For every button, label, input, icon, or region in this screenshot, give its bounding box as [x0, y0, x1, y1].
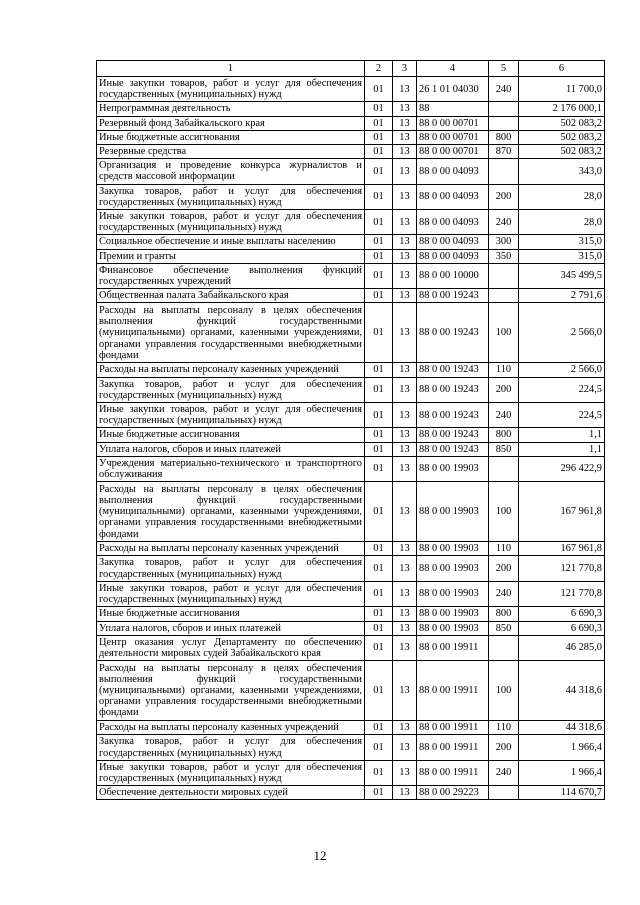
row-section-cell: 01 [365, 403, 393, 428]
row-target-code-cell: 88 0 00 04093 [417, 249, 489, 263]
row-amount-cell: 1,1 [519, 428, 605, 442]
row-target-code-cell: 88 0 00 04093 [417, 235, 489, 249]
row-amount-cell: 28,0 [519, 184, 605, 209]
row-expense-type-cell [489, 786, 519, 800]
row-subsection-cell: 13 [393, 542, 417, 556]
row-section-cell: 01 [365, 363, 393, 377]
row-section-cell: 01 [365, 456, 393, 481]
header-cell-5: 5 [489, 61, 519, 77]
row-subsection-cell: 13 [393, 635, 417, 660]
row-expense-type-cell: 240 [489, 210, 519, 235]
row-amount-cell: 46 285,0 [519, 635, 605, 660]
row-section-cell: 01 [365, 116, 393, 130]
row-subsection-cell: 13 [393, 303, 417, 363]
row-name-cell: Иные бюджетные ассигнования [97, 607, 365, 621]
table-row [97, 542, 605, 556]
row-target-code-cell: 88 0 00 00701 [417, 130, 489, 144]
header-cell-3: 3 [393, 61, 417, 77]
row-name-cell: Расходы на выплаты персоналу в целях обеспечения выполнения функций государственными (муниципальными) органами, казенными учреждениями, органами управления государственными внебюджетными фондами [97, 482, 365, 542]
row-name-cell: Расходы на выплаты персоналу казенных учреждений [97, 721, 365, 735]
table-row [97, 621, 605, 635]
row-expense-type-cell [489, 159, 519, 184]
row-expense-type-cell: 110 [489, 721, 519, 735]
row-expense-type-cell: 800 [489, 428, 519, 442]
row-amount-cell: 1 966,4 [519, 735, 605, 760]
table-row [97, 456, 605, 481]
row-subsection-cell: 13 [393, 130, 417, 144]
table-row [97, 289, 605, 303]
row-section-cell: 01 [365, 235, 393, 249]
row-section-cell: 01 [365, 607, 393, 621]
row-target-code-cell: 88 0 00 04093 [417, 210, 489, 235]
row-section-cell: 01 [365, 621, 393, 635]
row-expense-type-cell [489, 263, 519, 288]
row-amount-cell: 6 690,3 [519, 607, 605, 621]
row-target-code-cell: 88 0 00 04093 [417, 159, 489, 184]
row-name-cell: Иные бюджетные ассигнования [97, 428, 365, 442]
row-target-code-cell: 88 0 00 19243 [417, 428, 489, 442]
row-amount-cell: 2 176 000,1 [519, 102, 605, 116]
row-expense-type-cell: 200 [489, 377, 519, 402]
row-section-cell: 01 [365, 184, 393, 209]
table-row [97, 786, 605, 800]
row-name-cell: Организация и проведение конкурса журналистов и средств массовой информации [97, 159, 365, 184]
table-row [97, 721, 605, 735]
table-row [97, 482, 605, 542]
table-row [97, 116, 605, 130]
row-amount-cell: 114 670,7 [519, 786, 605, 800]
row-name-cell: Финансовое обеспечение выполнения функций государственных учреждений [97, 263, 365, 288]
row-name-cell: Премии и гранты [97, 249, 365, 263]
row-name-cell: Закупка товаров, работ и услуг для обеспечения государственных (муниципальных) нужд [97, 184, 365, 209]
row-expense-type-cell: 200 [489, 735, 519, 760]
row-expense-type-cell [489, 456, 519, 481]
table-row [97, 661, 605, 721]
row-target-code-cell: 88 0 00 19903 [417, 581, 489, 606]
table-row [97, 635, 605, 660]
row-subsection-cell: 13 [393, 363, 417, 377]
row-subsection-cell: 13 [393, 102, 417, 116]
row-target-code-cell: 88 0 00 19903 [417, 607, 489, 621]
row-target-code-cell: 88 0 00 19911 [417, 635, 489, 660]
row-target-code-cell: 88 0 00 00701 [417, 116, 489, 130]
row-name-cell: Иные закупки товаров, работ и услуг для обеспечения государственных (муниципальных) нужд [97, 77, 365, 102]
row-target-code-cell: 88 0 00 19911 [417, 735, 489, 760]
row-amount-cell: 315,0 [519, 235, 605, 249]
row-subsection-cell: 13 [393, 428, 417, 442]
row-name-cell: Расходы на выплаты персоналу в целях обеспечения выполнения функций государственными (муниципальными) органами, казенными учреждениями, органами управления государственными внебюджетными фондами [97, 303, 365, 363]
row-target-code-cell: 88 0 00 19903 [417, 482, 489, 542]
row-expense-type-cell: 200 [489, 556, 519, 581]
row-target-code-cell: 88 0 00 19911 [417, 760, 489, 785]
row-section-cell: 01 [365, 377, 393, 402]
row-amount-cell: 2 566,0 [519, 303, 605, 363]
row-section-cell: 01 [365, 428, 393, 442]
row-expense-type-cell: 110 [489, 542, 519, 556]
row-section-cell: 01 [365, 721, 393, 735]
row-subsection-cell: 13 [393, 145, 417, 159]
row-expense-type-cell: 200 [489, 184, 519, 209]
table-row [97, 102, 605, 116]
row-amount-cell: 224,5 [519, 403, 605, 428]
row-amount-cell: 345 499,5 [519, 263, 605, 288]
table-header-row [97, 61, 605, 77]
row-subsection-cell: 13 [393, 184, 417, 209]
row-section-cell: 01 [365, 263, 393, 288]
row-expense-type-cell: 240 [489, 77, 519, 102]
table-row [97, 249, 605, 263]
row-section-cell: 01 [365, 145, 393, 159]
row-amount-cell: 1 966,4 [519, 760, 605, 785]
row-subsection-cell: 13 [393, 760, 417, 785]
row-expense-type-cell: 850 [489, 442, 519, 456]
table-row [97, 210, 605, 235]
row-subsection-cell: 13 [393, 456, 417, 481]
row-name-cell: Иные бюджетные ассигнования [97, 130, 365, 144]
row-target-code-cell: 88 0 00 29223 [417, 786, 489, 800]
budget-table [96, 60, 605, 800]
row-name-cell: Иные закупки товаров, работ и услуг для обеспечения государственных (муниципальных) нужд [97, 403, 365, 428]
header-cell-4: 4 [417, 61, 489, 77]
row-expense-type-cell: 800 [489, 607, 519, 621]
row-subsection-cell: 13 [393, 786, 417, 800]
row-subsection-cell: 13 [393, 377, 417, 402]
row-expense-type-cell: 100 [489, 303, 519, 363]
row-expense-type-cell: 100 [489, 482, 519, 542]
table-body [97, 77, 605, 800]
row-target-code-cell: 88 0 00 19903 [417, 556, 489, 581]
row-target-code-cell: 88 0 00 19911 [417, 721, 489, 735]
row-expense-type-cell [489, 635, 519, 660]
row-expense-type-cell: 240 [489, 403, 519, 428]
row-expense-type-cell: 240 [489, 760, 519, 785]
row-section-cell: 01 [365, 760, 393, 785]
row-subsection-cell: 13 [393, 159, 417, 184]
table-row [97, 159, 605, 184]
row-amount-cell: 2 566,0 [519, 363, 605, 377]
row-amount-cell: 296 422,9 [519, 456, 605, 481]
row-expense-type-cell: 110 [489, 363, 519, 377]
row-section-cell: 01 [365, 442, 393, 456]
row-expense-type-cell: 800 [489, 130, 519, 144]
row-target-code-cell: 88 0 00 19243 [417, 403, 489, 428]
row-subsection-cell: 13 [393, 661, 417, 721]
table-row [97, 363, 605, 377]
row-name-cell: Расходы на выплаты персоналу казенных учреждений [97, 363, 365, 377]
row-expense-type-cell: 350 [489, 249, 519, 263]
row-subsection-cell: 13 [393, 607, 417, 621]
row-name-cell: Иные закупки товаров, работ и услуг для обеспечения государственных (муниципальных) нужд [97, 210, 365, 235]
row-subsection-cell: 13 [393, 116, 417, 130]
row-name-cell: Социальное обеспечение и иные выплаты населению [97, 235, 365, 249]
row-amount-cell: 224,5 [519, 377, 605, 402]
row-amount-cell: 167 961,8 [519, 482, 605, 542]
table-row [97, 377, 605, 402]
row-target-code-cell: 88 0 00 19903 [417, 621, 489, 635]
table-row [97, 263, 605, 288]
row-subsection-cell: 13 [393, 263, 417, 288]
row-section-cell: 01 [365, 249, 393, 263]
row-name-cell: Центр оказания услуг Департаменту по обеспечению деятельности мировых судей Забайкальского края [97, 635, 365, 660]
table-row [97, 403, 605, 428]
row-name-cell: Иные закупки товаров, работ и услуг для обеспечения государственных (муниципальных) нужд [97, 581, 365, 606]
row-name-cell: Непрограммная деятельность [97, 102, 365, 116]
row-section-cell: 01 [365, 130, 393, 144]
row-section-cell: 01 [365, 556, 393, 581]
row-name-cell: Уплата налогов, сборов и иных платежей [97, 442, 365, 456]
row-expense-type-cell [489, 116, 519, 130]
row-amount-cell: 1,1 [519, 442, 605, 456]
row-subsection-cell: 13 [393, 721, 417, 735]
row-target-code-cell: 88 0 00 19243 [417, 289, 489, 303]
row-name-cell: Уплата налогов, сборов и иных платежей [97, 621, 365, 635]
header-cell-1: 1 [97, 61, 365, 77]
row-name-cell: Обеспечение деятельности мировых судей [97, 786, 365, 800]
row-target-code-cell: 88 0 00 19243 [417, 303, 489, 363]
row-name-cell: Общественная палата Забайкальского края [97, 289, 365, 303]
row-subsection-cell: 13 [393, 442, 417, 456]
row-target-code-cell: 88 0 00 10000 [417, 263, 489, 288]
row-target-code-cell: 88 0 00 04093 [417, 184, 489, 209]
table-row [97, 303, 605, 363]
row-subsection-cell: 13 [393, 249, 417, 263]
row-expense-type-cell [489, 289, 519, 303]
row-section-cell: 01 [365, 102, 393, 116]
header-cell-6: 6 [519, 61, 605, 77]
table-row [97, 77, 605, 102]
row-section-cell: 01 [365, 542, 393, 556]
row-amount-cell: 44 318,6 [519, 661, 605, 721]
row-name-cell: Резервные средства [97, 145, 365, 159]
row-name-cell: Закупка товаров, работ и услуг для обеспечения государственных (муниципальных) нужд [97, 556, 365, 581]
row-section-cell: 01 [365, 77, 393, 102]
row-name-cell: Расходы на выплаты персоналу в целях обеспечения выполнения функций государственными (муниципальными) органами, казенными учреждениями, органами управления государственными внебюджетными фондами [97, 661, 365, 721]
row-amount-cell: 315,0 [519, 249, 605, 263]
row-section-cell: 01 [365, 661, 393, 721]
row-amount-cell: 343,0 [519, 159, 605, 184]
row-section-cell: 01 [365, 210, 393, 235]
row-amount-cell: 502 083,2 [519, 116, 605, 130]
row-target-code-cell: 88 [417, 102, 489, 116]
table-row [97, 184, 605, 209]
table-row [97, 442, 605, 456]
row-section-cell: 01 [365, 482, 393, 542]
table-row [97, 607, 605, 621]
row-section-cell: 01 [365, 581, 393, 606]
table-row [97, 145, 605, 159]
row-section-cell: 01 [365, 159, 393, 184]
row-name-cell: Учреждения материально-технического и транспортного обслуживания [97, 456, 365, 481]
row-amount-cell: 121 770,8 [519, 556, 605, 581]
table-row [97, 760, 605, 785]
page-number: 12 [313, 848, 327, 863]
row-section-cell: 01 [365, 635, 393, 660]
row-target-code-cell: 88 0 00 19911 [417, 661, 489, 721]
table-row [97, 556, 605, 581]
row-expense-type-cell: 300 [489, 235, 519, 249]
row-amount-cell: 2 791,6 [519, 289, 605, 303]
row-amount-cell: 121 770,8 [519, 581, 605, 606]
table-row [97, 581, 605, 606]
row-expense-type-cell: 850 [489, 621, 519, 635]
row-amount-cell: 11 700,0 [519, 77, 605, 102]
row-subsection-cell: 13 [393, 210, 417, 235]
row-subsection-cell: 13 [393, 621, 417, 635]
row-subsection-cell: 13 [393, 77, 417, 102]
header-cell-2: 2 [365, 61, 393, 77]
row-subsection-cell: 13 [393, 735, 417, 760]
row-target-code-cell: 26 1 01 04030 [417, 77, 489, 102]
table-row [97, 428, 605, 442]
row-target-code-cell: 88 0 00 19903 [417, 542, 489, 556]
row-name-cell: Иные закупки товаров, работ и услуг для обеспечения государственных (муниципальных) нужд [97, 760, 365, 785]
row-subsection-cell: 13 [393, 482, 417, 542]
table-row [97, 130, 605, 144]
row-section-cell: 01 [365, 786, 393, 800]
row-subsection-cell: 13 [393, 556, 417, 581]
row-name-cell: Резервный фонд Забайкальского края [97, 116, 365, 130]
row-expense-type-cell: 100 [489, 661, 519, 721]
row-target-code-cell: 88 0 00 19243 [417, 377, 489, 402]
row-subsection-cell: 13 [393, 403, 417, 428]
row-amount-cell: 28,0 [519, 210, 605, 235]
row-amount-cell: 502 083,2 [519, 145, 605, 159]
row-target-code-cell: 88 0 00 19903 [417, 456, 489, 481]
row-name-cell: Закупка товаров, работ и услуг для обеспечения государственных (муниципальных) нужд [97, 377, 365, 402]
row-subsection-cell: 13 [393, 289, 417, 303]
row-section-cell: 01 [365, 303, 393, 363]
row-subsection-cell: 13 [393, 235, 417, 249]
row-expense-type-cell: 240 [489, 581, 519, 606]
row-section-cell: 01 [365, 735, 393, 760]
row-target-code-cell: 88 0 00 19243 [417, 363, 489, 377]
row-target-code-cell: 88 0 00 00701 [417, 145, 489, 159]
row-expense-type-cell: 870 [489, 145, 519, 159]
row-section-cell: 01 [365, 289, 393, 303]
row-amount-cell: 502 083,2 [519, 130, 605, 144]
table-row [97, 735, 605, 760]
row-subsection-cell: 13 [393, 581, 417, 606]
row-amount-cell: 6 690,3 [519, 621, 605, 635]
row-amount-cell: 167 961,8 [519, 542, 605, 556]
row-target-code-cell: 88 0 00 19243 [417, 442, 489, 456]
table-row [97, 235, 605, 249]
row-name-cell: Расходы на выплаты персоналу казенных учреждений [97, 542, 365, 556]
row-amount-cell: 44 318,6 [519, 721, 605, 735]
row-expense-type-cell [489, 102, 519, 116]
row-name-cell: Закупка товаров, работ и услуг для обеспечения государственных (муниципальных) нужд [97, 735, 365, 760]
